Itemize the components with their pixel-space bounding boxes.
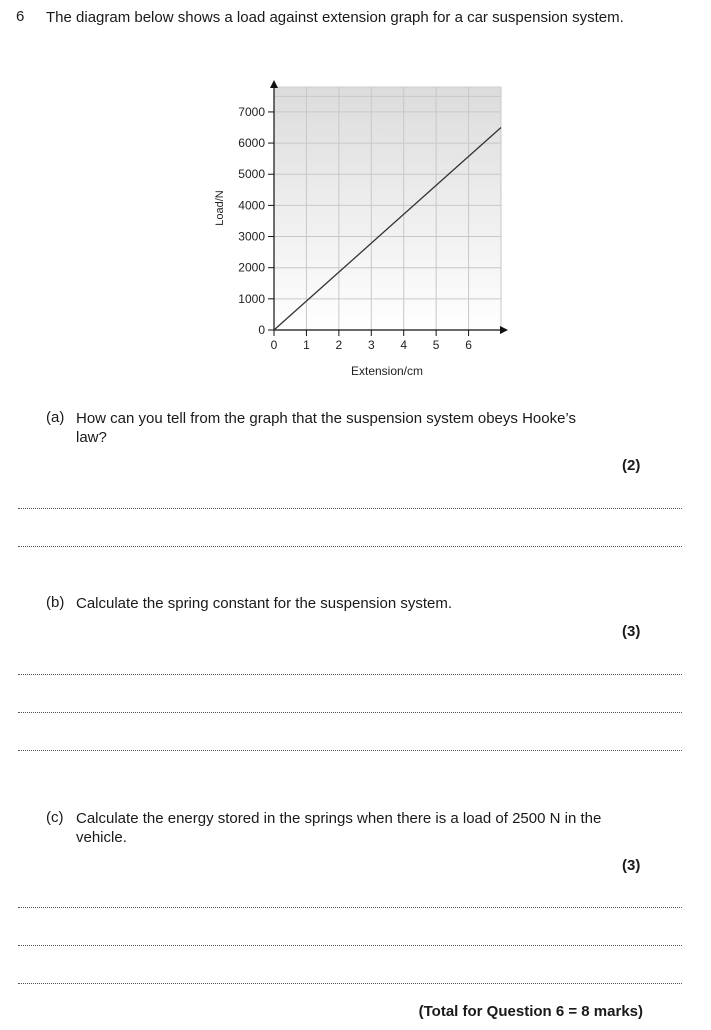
y-axis-label: Load/N xyxy=(214,190,226,226)
part-a-label: (a) xyxy=(46,409,65,426)
y-tick-label: 4000 xyxy=(238,198,265,213)
answer-line[interactable] xyxy=(18,508,682,509)
part-a-marks: (2) xyxy=(622,457,641,474)
answer-line[interactable] xyxy=(18,983,682,984)
part-a-text: How can you tell from the graph that the suspension system obeys Hooke’s law? xyxy=(76,410,576,446)
y-ticks xyxy=(238,105,274,337)
plot-area xyxy=(274,87,501,330)
y-tick-label: 2000 xyxy=(238,260,265,275)
part-b-label: (b) xyxy=(46,594,65,611)
x-tick-label: 0 xyxy=(270,338,278,352)
question-number: 6 xyxy=(16,8,25,25)
y-axis-arrow xyxy=(270,80,278,88)
x-tick-label: 4 xyxy=(400,338,408,352)
x-tick-label: 6 xyxy=(465,338,472,352)
y-tick-label: 0 xyxy=(258,323,265,337)
y-tick-label: 7000 xyxy=(238,104,265,119)
answer-line[interactable] xyxy=(18,945,682,946)
answer-line[interactable] xyxy=(18,674,682,675)
answer-line[interactable] xyxy=(18,546,682,547)
part-c-label: (c) xyxy=(46,809,64,826)
y-tick-label: 1000 xyxy=(238,291,265,306)
total-marks: (Total for Question 6 = 8 marks) xyxy=(418,1003,643,1020)
x-tick-label: 1 xyxy=(303,338,310,352)
x-tick-label: 2 xyxy=(335,338,343,352)
part-c-marks: (3) xyxy=(622,857,641,874)
x-ticks xyxy=(271,330,473,352)
answer-line[interactable] xyxy=(18,712,682,713)
x-axis-arrow xyxy=(500,326,508,334)
x-tick-label: 5 xyxy=(432,338,440,352)
y-tick-label: 3000 xyxy=(238,229,265,244)
x-tick-label: 3 xyxy=(367,338,375,352)
x-axis-label: Extension/cm xyxy=(350,364,424,378)
question-intro: The diagram below shows a load against extension graph for a car suspension system. xyxy=(46,9,624,26)
part-b-marks: (3) xyxy=(622,623,641,640)
answer-line[interactable] xyxy=(18,907,682,908)
part-c-text: Calculate the energy stored in the springs when there is a load of 2500 N in the vehicle. xyxy=(76,810,602,846)
y-tick-label: 5000 xyxy=(238,167,265,182)
part-b-text: Calculate the spring constant for the suspension system. xyxy=(76,595,453,612)
load-extension-chart xyxy=(0,0,711,390)
answer-line[interactable] xyxy=(18,750,682,751)
y-tick-label: 6000 xyxy=(238,136,265,151)
